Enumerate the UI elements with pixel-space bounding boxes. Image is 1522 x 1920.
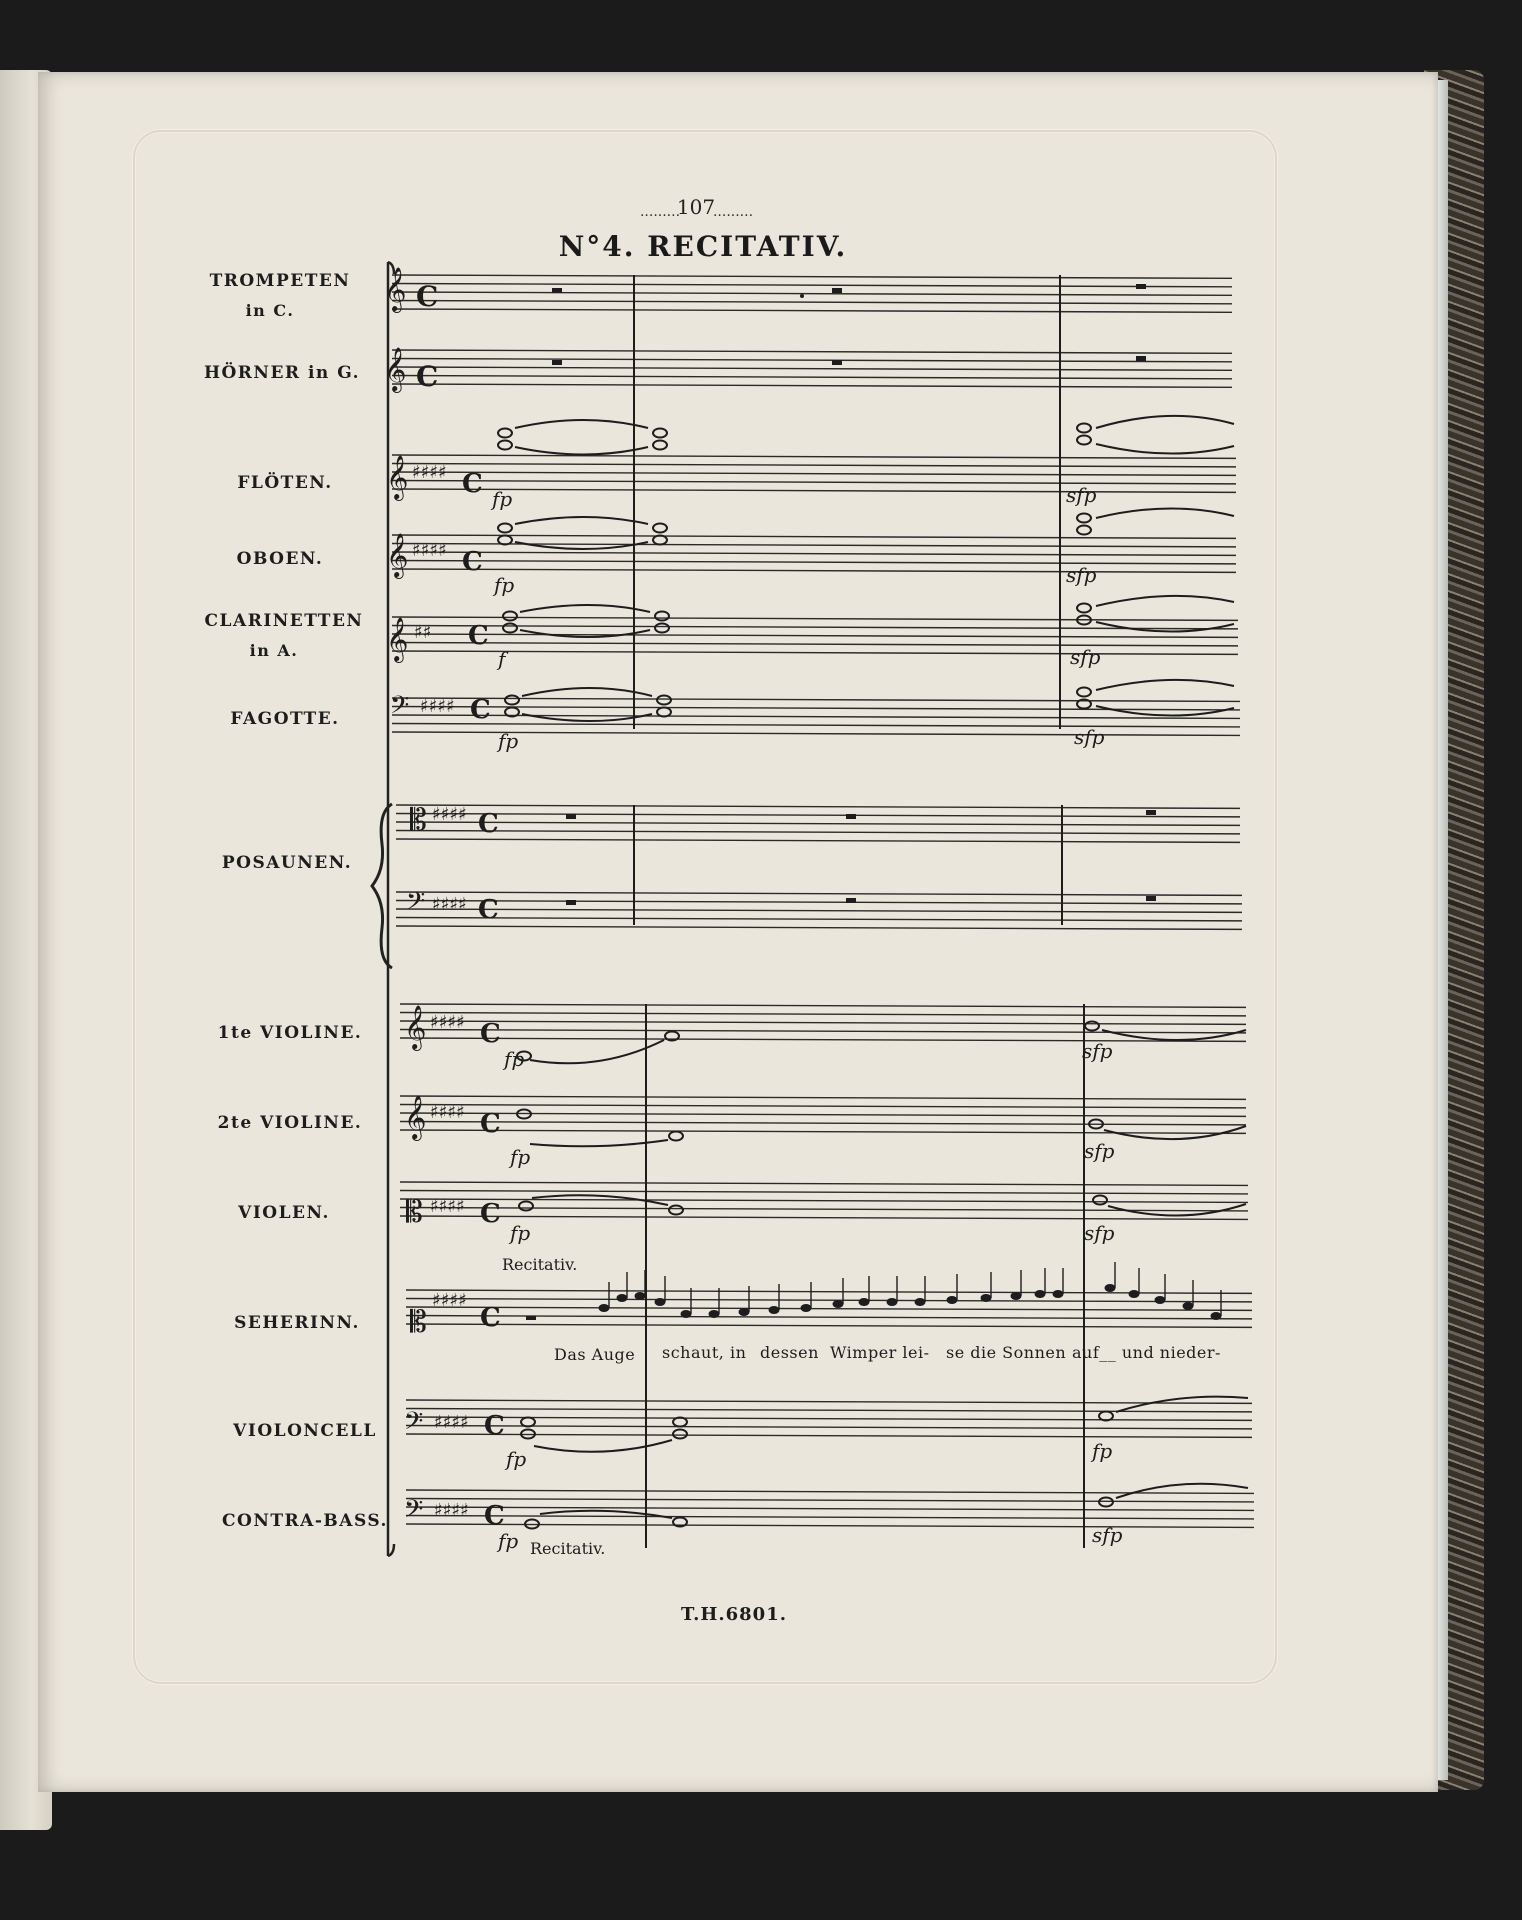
- staff-line: [400, 1122, 1246, 1125]
- staff-line: [400, 1096, 1246, 1099]
- staff-line: [392, 724, 1240, 727]
- staff-line: [392, 651, 1238, 654]
- recitativ-violen: Recitativ.: [502, 1255, 578, 1274]
- voice-rest: [526, 1316, 536, 1320]
- svg-text:C: C: [462, 469, 483, 499]
- svg-text:𝄞: 𝄞: [384, 347, 407, 391]
- voice-note: [1155, 1296, 1166, 1304]
- dyn-oboen-fp: fp: [494, 573, 515, 597]
- voice-note: [1053, 1290, 1064, 1298]
- staff-line: [392, 309, 1232, 312]
- clef-horner: [384, 347, 438, 393]
- lyric-7: auf__ und nieder-: [1072, 1343, 1221, 1362]
- svg-text:♯♯♯♯: ♯♯♯♯: [412, 540, 447, 561]
- voice-note: [709, 1310, 720, 1318]
- voice-note: [681, 1310, 692, 1318]
- clef-oboen: [386, 533, 483, 579]
- staff-line: [392, 284, 1232, 287]
- svg-text:𝄡: 𝄡: [406, 1195, 423, 1230]
- dyn-violoncell-fp-2: fp: [1092, 1439, 1113, 1463]
- clef-violen: [406, 1195, 501, 1230]
- svg-text:𝄢: 𝄢: [404, 1495, 424, 1530]
- staff-line: [400, 1030, 1246, 1033]
- svg-text:C: C: [416, 360, 439, 393]
- staff-line: [392, 561, 1236, 564]
- svg-text:𝄡: 𝄡: [410, 803, 427, 838]
- staff-line: [406, 1507, 1254, 1510]
- staff-line: [400, 1021, 1246, 1024]
- label-trompeten-key: in C.: [245, 301, 295, 320]
- staff-line: [396, 926, 1242, 929]
- staff-line: [400, 1105, 1246, 1108]
- staff-line: [406, 1307, 1252, 1310]
- svg-text:♯♯♯♯: ♯♯♯♯: [432, 1290, 467, 1311]
- voice-note: [617, 1294, 628, 1302]
- svg-text:𝄢: 𝄢: [390, 691, 410, 726]
- svg-text:C: C: [416, 280, 439, 313]
- staff-line: [396, 892, 1242, 895]
- svg-text:C: C: [478, 809, 499, 839]
- svg-text:C: C: [470, 695, 491, 725]
- voice-note: [833, 1300, 844, 1308]
- label-violine2: 2te VIOLINE.: [217, 1113, 363, 1133]
- svg-text:C: C: [480, 1199, 501, 1229]
- staff-line: [400, 1191, 1248, 1194]
- clef-violine2: [404, 1095, 501, 1141]
- header-dots-right: .........: [712, 204, 754, 220]
- dyn-violine2-fp: fp: [510, 1145, 531, 1169]
- staff-line: [392, 376, 1232, 379]
- svg-text:♯♯♯♯: ♯♯♯♯: [430, 1196, 465, 1217]
- staff-line: [392, 464, 1236, 467]
- voice-note: [859, 1298, 870, 1306]
- dyn-violine2-sfp: sfp: [1084, 1139, 1115, 1163]
- voice-note: [915, 1298, 926, 1306]
- svg-text:𝄞: 𝄞: [386, 455, 409, 499]
- label-trompeten: TROMPETEN: [209, 271, 351, 291]
- piece-title: N°4. RECITATIV.: [558, 230, 848, 263]
- staff-line: [406, 1290, 1252, 1293]
- page-number: 107: [676, 195, 716, 219]
- svg-text:♯♯♯♯: ♯♯♯♯: [432, 894, 467, 915]
- dyn-violoncell-fp: fp: [506, 1447, 527, 1471]
- svg-text:𝄞: 𝄞: [384, 267, 407, 311]
- staff-line: [400, 1038, 1246, 1041]
- clef-clarinetten: [386, 617, 489, 663]
- svg-text:𝄢: 𝄢: [406, 887, 426, 922]
- staff-line: [392, 472, 1236, 475]
- svg-text:♯♯: ♯♯: [414, 622, 432, 643]
- dyn-violen-fp: fp: [510, 1221, 531, 1245]
- staff-lines: [392, 275, 1254, 1527]
- voice-note: [769, 1306, 780, 1314]
- svg-text:C: C: [484, 1411, 505, 1441]
- staff-line: [400, 1182, 1248, 1185]
- svg-text:♯♯♯♯: ♯♯♯♯: [420, 696, 455, 717]
- lyric-3: in: [730, 1343, 747, 1362]
- dyn-clarinetten-f: f: [498, 647, 506, 671]
- staff-line: [392, 384, 1232, 387]
- voice-note: [655, 1298, 666, 1306]
- staff-line: [392, 367, 1232, 370]
- staff-line: [406, 1299, 1252, 1302]
- svg-text:C: C: [480, 1303, 501, 1333]
- staff-line: [400, 1113, 1246, 1116]
- svg-text:𝄢: 𝄢: [404, 1407, 424, 1442]
- staff-line: [396, 805, 1240, 808]
- dyn-clarinetten-sfp: sfp: [1070, 645, 1101, 669]
- label-clarinetten: CLARINETTEN: [204, 611, 364, 631]
- plate-number: T.H.6801.: [681, 1604, 787, 1625]
- staff-line: [396, 901, 1242, 904]
- staff-line: [396, 839, 1240, 842]
- svg-text:♯♯♯♯: ♯♯♯♯: [432, 804, 467, 825]
- svg-text:♯♯♯♯: ♯♯♯♯: [430, 1012, 465, 1033]
- clef-violine1: [404, 1005, 501, 1051]
- recitativ-contrabass: Recitativ.: [530, 1539, 606, 1558]
- staff-line: [392, 481, 1236, 484]
- staff-line: [406, 1490, 1254, 1493]
- svg-text:♯♯♯♯: ♯♯♯♯: [412, 462, 447, 483]
- label-clarinetten-key: in A.: [249, 641, 299, 660]
- voice-note: [981, 1294, 992, 1302]
- label-contrabass: CONTRA-BASS.: [222, 1511, 388, 1531]
- svg-text:𝄞: 𝄞: [386, 617, 409, 661]
- label-violine1: 1te VIOLINE.: [217, 1023, 363, 1043]
- staff-line: [396, 918, 1242, 921]
- staff-line: [392, 489, 1236, 492]
- dyn-violine1-fp: fp: [504, 1047, 525, 1071]
- voice-note: [1105, 1284, 1116, 1292]
- staff-line: [392, 569, 1236, 572]
- label-horner: HÖRNER in G.: [203, 363, 361, 383]
- dyn-fagotte-fp: fp: [498, 729, 519, 753]
- svg-text:𝄞: 𝄞: [404, 1095, 427, 1139]
- lyric-6: se die Sonnen: [946, 1343, 1067, 1362]
- staff-line: [392, 350, 1232, 353]
- lyric-5: Wimper lei-: [830, 1343, 930, 1362]
- staff-line: [396, 831, 1240, 834]
- staff-line: [392, 643, 1238, 646]
- svg-text:C: C: [480, 1019, 501, 1049]
- staff-line: [406, 1400, 1252, 1403]
- staff-line: [392, 732, 1240, 735]
- voice-note: [1183, 1302, 1194, 1310]
- clef-trompeten: [384, 267, 438, 313]
- voice-note: [1035, 1290, 1046, 1298]
- staff-line: [392, 292, 1232, 295]
- staff-line: [406, 1516, 1254, 1519]
- svg-text:C: C: [468, 621, 489, 651]
- lyric-2: schaut,: [662, 1343, 725, 1362]
- clef-fagotte: [390, 691, 491, 726]
- staff-line: [396, 814, 1240, 817]
- staff-line: [406, 1324, 1252, 1327]
- svg-text:♯♯♯♯: ♯♯♯♯: [430, 1102, 465, 1123]
- svg-text:𝄞: 𝄞: [404, 1005, 427, 1049]
- staff-line: [392, 455, 1236, 458]
- staff-line: [392, 301, 1232, 304]
- svg-text:𝄡: 𝄡: [410, 1305, 427, 1340]
- clef-posaunen-upper: [410, 803, 499, 839]
- staff-line: [392, 617, 1238, 620]
- svg-text:C: C: [478, 895, 499, 925]
- staff-line: [396, 909, 1242, 912]
- lyric-4: dessen: [760, 1343, 819, 1362]
- dyn-floten-fp: fp: [492, 487, 513, 511]
- svg-text:𝄞: 𝄞: [386, 533, 409, 577]
- label-violen: VIOLEN.: [238, 1203, 330, 1223]
- dyn-violen-sfp: sfp: [1084, 1221, 1115, 1245]
- dyn-violine1-sfp: sfp: [1082, 1039, 1113, 1063]
- svg-text:C: C: [484, 1501, 505, 1531]
- voice-note: [1129, 1290, 1140, 1298]
- clef-floten: [386, 455, 483, 501]
- label-floten: FLÖTEN.: [237, 473, 333, 493]
- voice-note: [887, 1298, 898, 1306]
- lyric-1: Das Auge: [554, 1345, 636, 1364]
- voice-note: [947, 1296, 958, 1304]
- dyn-contrabass-fp: fp: [498, 1529, 519, 1553]
- staff-line: [400, 1013, 1246, 1016]
- staff-line: [392, 552, 1236, 555]
- dyn-floten-sfp: sfp: [1066, 483, 1097, 507]
- staff-line: [392, 535, 1236, 538]
- svg-text:C: C: [462, 547, 483, 577]
- staff-line: [392, 634, 1238, 637]
- clef-contrabass: [404, 1495, 505, 1531]
- staff-line: [400, 1004, 1246, 1007]
- voice-note: [739, 1308, 750, 1316]
- voice-note: [599, 1304, 610, 1312]
- voice-note: [1011, 1292, 1022, 1300]
- label-fagotte: FAGOTTE.: [230, 709, 340, 729]
- label-oboen: OBOEN.: [236, 549, 324, 569]
- staff-line: [392, 275, 1232, 278]
- svg-text:♯♯♯♯: ♯♯♯♯: [434, 1412, 469, 1433]
- staff-line: [406, 1499, 1254, 1502]
- staff-line: [396, 822, 1240, 825]
- header-dots-left: .........: [639, 204, 681, 220]
- dyn-contrabass-sfp: sfp: [1092, 1523, 1123, 1547]
- staff-line: [392, 715, 1240, 718]
- clef-violoncell: [404, 1407, 505, 1442]
- label-violoncell: VIOLONCELL: [233, 1421, 377, 1441]
- voice-note: [1211, 1312, 1222, 1320]
- dyn-fagotte-sfp: sfp: [1074, 725, 1105, 749]
- svg-text:C: C: [480, 1109, 501, 1139]
- voice-note: [635, 1292, 646, 1300]
- dyn-oboen-sfp: sfp: [1066, 563, 1097, 587]
- label-posaunen: POSAUNEN.: [221, 853, 353, 873]
- voice-note: [801, 1304, 812, 1312]
- staff-line: [400, 1216, 1248, 1219]
- staff-line: [406, 1524, 1254, 1527]
- label-seherinn: SEHERINN.: [234, 1313, 360, 1333]
- staff-line: [392, 544, 1236, 547]
- svg-text:♯♯♯♯: ♯♯♯♯: [434, 1500, 469, 1521]
- staff-line: [392, 359, 1232, 362]
